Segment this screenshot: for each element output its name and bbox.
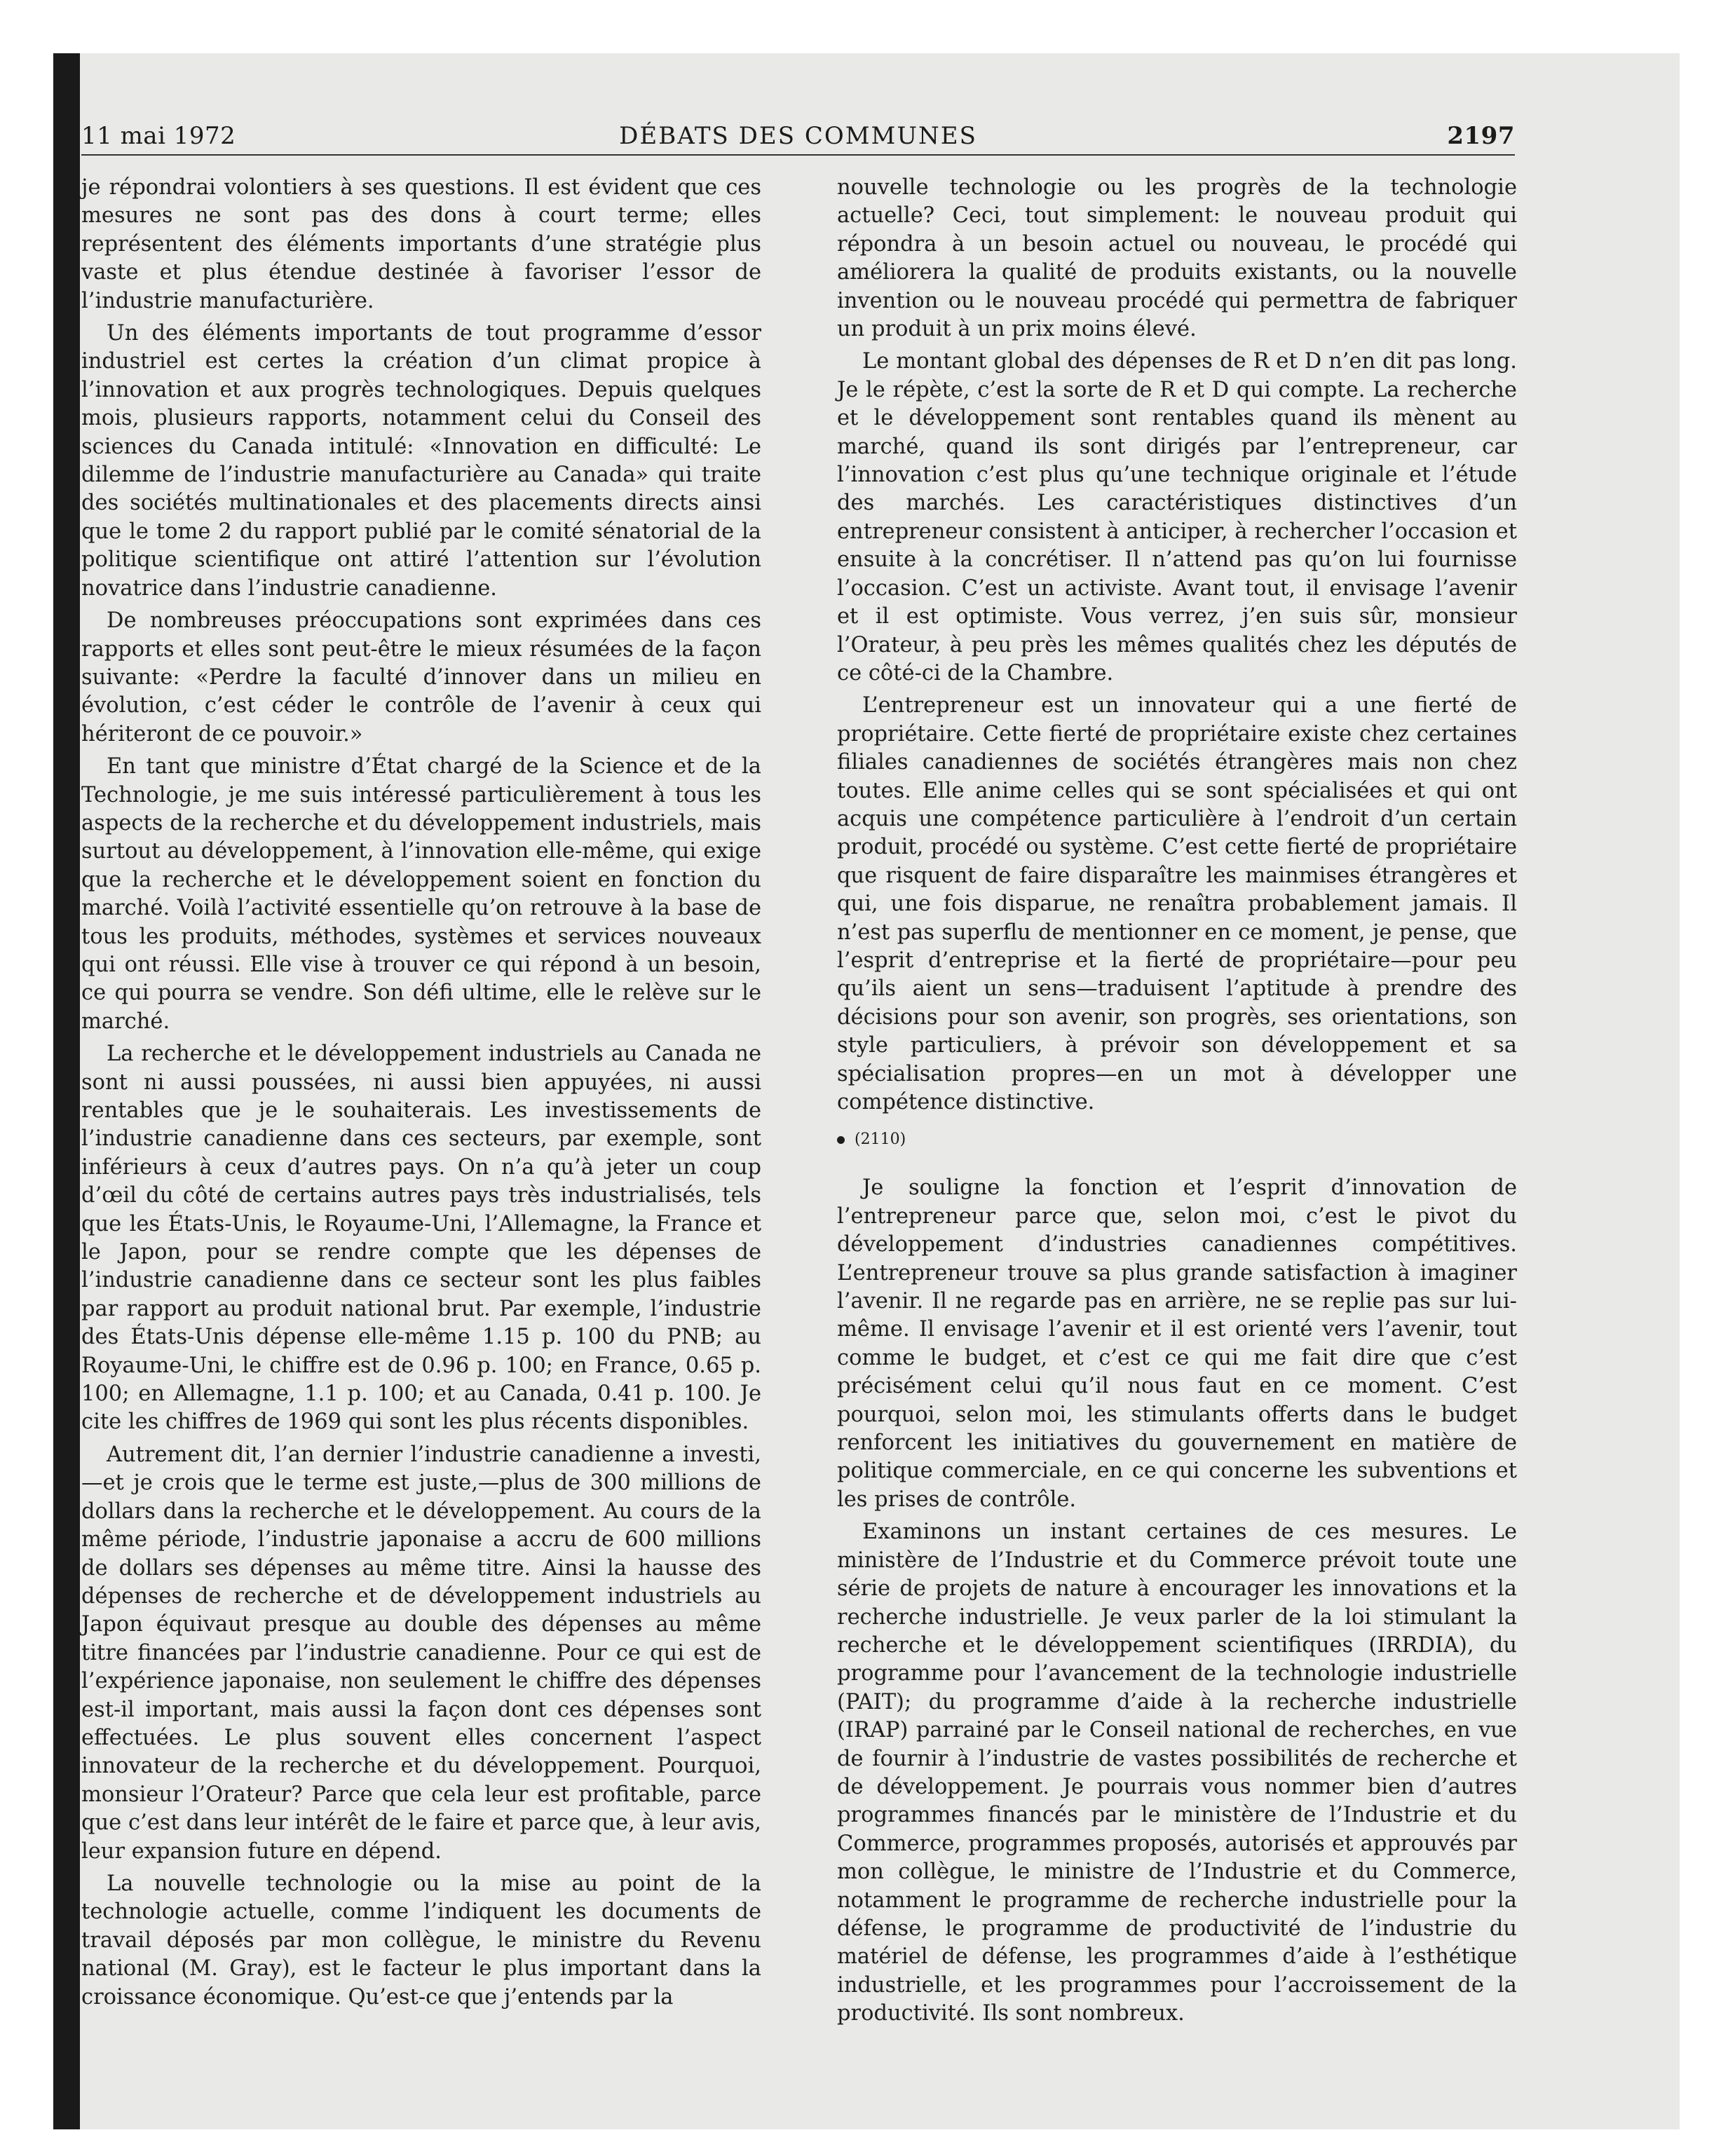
paragraph: nouvelle technologie ou les progrès de la technologie actuelle? Ceci, tout simplement: le nouveau produit qui répondra à un besoin actuel ou nouveau, le procédé qui améliorera la qualité de produits existants, ou la nouvelle invention ou le nouveau procédé qui permettra de fabriquer un produit à un prix moins élevé. xyxy=(837,175,1517,342)
header-page-number: 2197 xyxy=(1447,122,1515,150)
bullet-icon xyxy=(837,1136,845,1144)
paragraph: La recherche et le développement industriels au Canada ne sont ni aussi poussées, ni aussi bien appuyées, ni aussi rentables que je le souhaiterais. Les investissements de l’industrie canadienne dans ces secteurs, par exemple, sont inférieurs à ceux d’autres pays. On n’a qu’à jeter un coup d’œil du côté de certains autres pays très industrialisés, tels que les États-Unis, le Royaume-Uni, l’Allemagne, la France et le Japon, pour se rendre compte que les dépenses de l’industrie canadienne dans ce secteur sont les plus faibles par rapport au produit national brut. Par exemple, l’industrie des États-Unis dépense elle-même 1.15 p. 100 du PNB; au Royaume-Uni, le chiffre est de 0.96 p. 100; en France, 0.65 p. 100; en Allemagne, 1.1 p. 100; et au Canada, 0.41 p. 100. Je cite les chiffres de 1969 qui sont les plus récents disponibles. xyxy=(81,1042,761,1435)
paragraph: De nombreuses préoccupations sont exprimées dans ces rapports et elles sont peut-être le mieux résumées de la façon suivante: «Perdre la faculté d’innover dans un milieu en évolution, c’est céder le contrôle de l’avenir à ceux qui hériteront de ce pouvoir.» xyxy=(81,608,761,746)
paragraph: L’entrepreneur est un innovateur qui a une fierté de propriétaire. Cette fierté de propriétaire existe chez certaines filiales canadiennes de sociétés étrangères mais non chez toutes. Elle anime celles qui se sont spécialisées et qui ont acquis une compétence particulière à l’endroit d’un certain produit, procédé ou système. C’est cette fierté de propriétaire que risquent de faire disparaître les mainmises étrangères et qui, une fois disparue, ne renaîtra probablement jamais. Il n’est pas superflu de mentionner en ce moment, je pense, que l’esprit d’entreprise et la fierté de propriétaire—pour peu qu’ils aient un sens—traduisent l’aptitude à prendre des décisions pour son avenir, son progrès, ses orientations, son style particuliers, à prévoir son développement et sa spécialisation propres—en un mot à développer une compétence distinctive. xyxy=(837,693,1517,1114)
paragraph: Un des éléments importants de tout programme d’essor industriel est certes la création d’un climat propice à l’innovation et aux progrès technologiques. Depuis quelques mois, plusieurs rapports, notamment celui du Conseil des sciences du Canada intitulé: «Innovation en difficulté: Le dilemme de l’industrie manufacturière au Canada» qui traite des sociétés multinationales et des placements directs ainsi que le tome 2 du rapport publié par le comité sénatorial de la politique scientifique ont attiré l’attention sur l’évolution novatrice dans l’industrie canadienne. xyxy=(81,321,761,601)
paragraph: En tant que ministre d’État chargé de la Science et de la Technologie, je me suis intéressé particulièrement à tous les aspects de la recherche et du développement industriels, mais surtout au développement, à l’innovation elle-même, qui exige que la recherche et le développement soient en fonction du marché. Voilà l’activité essentielle qu’on retrouve à la base de tous les produits, méthodes, systèmes et services nouveaux qui ont réussi. Elle vise à trouver ce qui répond à un besoin, ce qui pourra se vendre. Son défi ultime, elle le relève sur le marché. xyxy=(81,754,761,1034)
paragraph: Le montant global des dépenses de R et D n’en dit pas long. Je le répète, c’est la sorte de R et D qui compte. La recherche et le développement sont rentables quand ils mènent au marché, quand ils sont dirigés par l’entrepreneur, car l’innovation c’est plus qu’une technique originale et l’étude des marchés. Les caractéristiques distinctives d’un entrepreneur consistent à anticiper, à rechercher l’occasion et ensuite à la concrétiser. Il n’attend pas qu’on lui fournisse l’occasion. C’est un activiste. Avant tout, il envisage l’avenir et il est optimiste. Vous verrez, j’en suis sûr, monsieur l’Orateur, à peu près les mêmes qualités chez les députés de ce côté-ci de la Chambre. xyxy=(837,349,1517,685)
paragraph: La nouvelle technologie ou la mise au point de la technologie actuelle, comme l’indiquent les documents de travail déposés par mon collègue, le ministre du Revenu national (M. Gray), est le facteur le plus important dans la croissance économique. Qu’est-ce que j’entends par la xyxy=(81,1871,761,2010)
left-column xyxy=(81,174,761,2016)
paragraph: Autrement dit, l’an dernier l’industrie canadienne a investi,—et je crois que le terme est juste,—plus de 300 millions de dollars dans la recherche et le développement. Au cours de la même période, l’industrie japonaise a accru de 600 millions de dollars ses dépenses au même titre. Ainsi la hausse des dépenses de recherche et de développement industriels au Japon équivaut presque au double des dépenses au même titre financées par l’industrie canadienne. Pour ce qui est de l’expérience japonaise, non seulement le chiffre des dépenses est-il important, mais aussi la façon dont ces dépenses sont effectuées. Le plus souvent elles concernent l’aspect innovateur de la recherche et du développement. Pourquoi, monsieur l’Orateur? Parce que cela leur est profitable, parce que c’est dans leur intérêt de le faire et parce que, à leur avis, leur expansion future en dépend. xyxy=(81,1442,761,1864)
right-column xyxy=(837,174,1517,2033)
time-marker-text: (2110) xyxy=(855,1131,906,1149)
page-header xyxy=(81,105,1515,156)
paragraph: je répondrai volontiers à ses questions. Il est évident que ces mesures ne sont pas des dons à court terme; elles représentent des éléments importants d’une stratégie plus vaste et plus étendue destinée à favoriser l’essor de l’industrie manufacturière. xyxy=(81,175,761,313)
time-marker xyxy=(837,1129,1517,1150)
paragraph: Examinons un instant certaines de ces mesures. Le ministère de l’Industrie et du Commerce prévoit toute une série de projets de nature à encourager les innovations et la recherche industrielle. Je veux parler de la loi stimulant la recherche et le développement scientifiques (IRRDIA), du programme pour l’avancement de la technologie industrielle (PAIT); du programme d’aide à la recherche industrielle (IRAP) parrainé par le Conseil national de recherches, en vue de fournir à l’industrie de vastes possibilités de recherche et de développement. Je pourrais vous nommer bien d’autres programmes financés par le ministère de l’Industrie et du Commerce, programmes proposés, autorisés et approuvés par mon collègue, le ministre de l’Industrie et du Commerce, notamment le programme de recherche industrielle pour la défense, le programme de productivité de l’industrie du matériel de défense, les programmes d’aide à l’esthétique industrielle, et les programmes pour l’accroissement de la productivité. Ils sont nombreux. xyxy=(837,1520,1517,2026)
scan-edge xyxy=(53,53,80,2129)
header-title: DÉBATS DES COMMUNES xyxy=(619,122,977,150)
header-date: 11 mai 1972 xyxy=(81,122,236,150)
paragraph: Je souligne la fonction et l’esprit d’innovation de l’entrepreneur parce que, selon moi, c’est le pivot du développement d’industries canadiennes compétitives. L’entrepreneur trouve sa plus grande satisfaction à imaginer l’avenir. Il ne regarde pas en arrière, ne se replie pas sur lui-même. Il envisage l’avenir et il est orienté vers l’avenir, tout comme le budget, et c’est ce qui me fait dire que c’est précisément celui qu’il nous faut en ce moment. C’est pourquoi, selon moi, les stimulants offerts dans le budget renforcent les initiatives du gouvernement en matière de politique commerciale, en ce qui concerne les subventions et les prises de contrôle. xyxy=(837,1175,1517,1512)
